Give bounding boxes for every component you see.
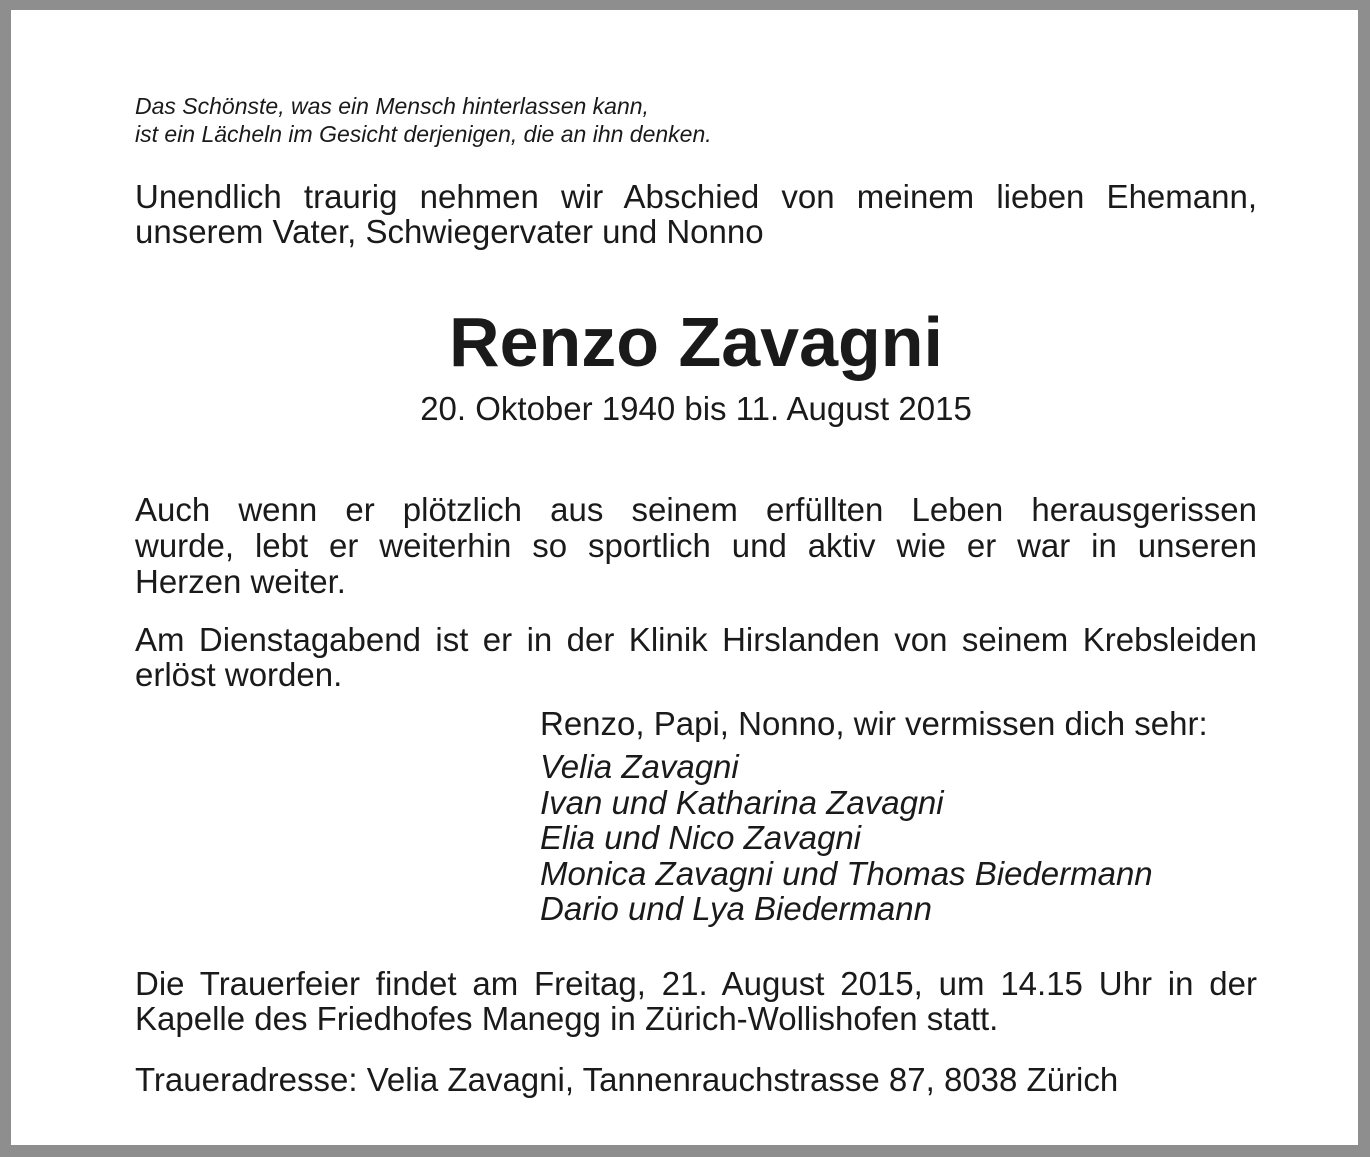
service-line: Kapelle des Friedhofes Manegg in Zürich-Wollishofen statt.: [135, 1000, 999, 1037]
paragraph-line: erlöst worden.: [135, 656, 343, 693]
deceased-name: Renzo Zavagni: [449, 303, 943, 381]
service-line: Die Trauerfeier findet am Freitag, 21. August 2015, um 14.15 Uhr in der: [135, 965, 1257, 1002]
signatory-name: Ivan und Katharina Zavagni: [540, 783, 944, 821]
signatory-name: Elia und Nico Zavagni: [540, 819, 862, 856]
signatory-name: Velia Zavagni: [540, 748, 739, 785]
intro-text: [135, 179, 1257, 249]
motto-line: Das Schönste, was ein Mensch hinterlassen kann,: [135, 93, 649, 119]
paragraph-line: Auch wenn er plötzlich aus seinem erfüllten Leben herausgerissen: [135, 491, 1257, 528]
paragraph-line: Herzen weiter.: [135, 563, 346, 600]
motto-line: ist ein Lächeln im Gesicht derjenigen, die an ihn denken.: [135, 121, 712, 147]
paragraph-line: Am Dienstagabend ist er in der Klinik Hirslanden von seinem Krebsleiden: [135, 621, 1257, 658]
motto-quote: [135, 92, 1257, 148]
signatory-name: Dario und Lya Biedermann: [540, 890, 932, 927]
intro-line: Unendlich traurig nehmen wir Abschied von meinem lieben Ehemann,: [135, 178, 1257, 215]
intro-line: unserem Vater, Schwiegervater und Nonno: [135, 213, 764, 250]
paragraph-line: wurde, lebt er weiterhin so sportlich und aktiv wie er war in unseren: [135, 527, 1257, 564]
funeral-service-info: [135, 966, 1257, 1036]
memorial-paragraph: [135, 492, 1257, 600]
mourning-address: Traueradresse: Velia Zavagni, Tannenrauchstrasse 87, 8038 Zürich: [135, 1061, 1119, 1098]
signatories-list: [540, 749, 1257, 927]
passing-paragraph: [135, 622, 1257, 692]
signatory-name: Monica Zavagni und Thomas Biedermann: [540, 854, 1153, 892]
farewell-line: Renzo, Papi, Nonno, wir vermissen dich sehr:: [540, 705, 1208, 742]
life-dates: 20. Oktober 1940 bis 11. August 2015: [420, 390, 972, 427]
